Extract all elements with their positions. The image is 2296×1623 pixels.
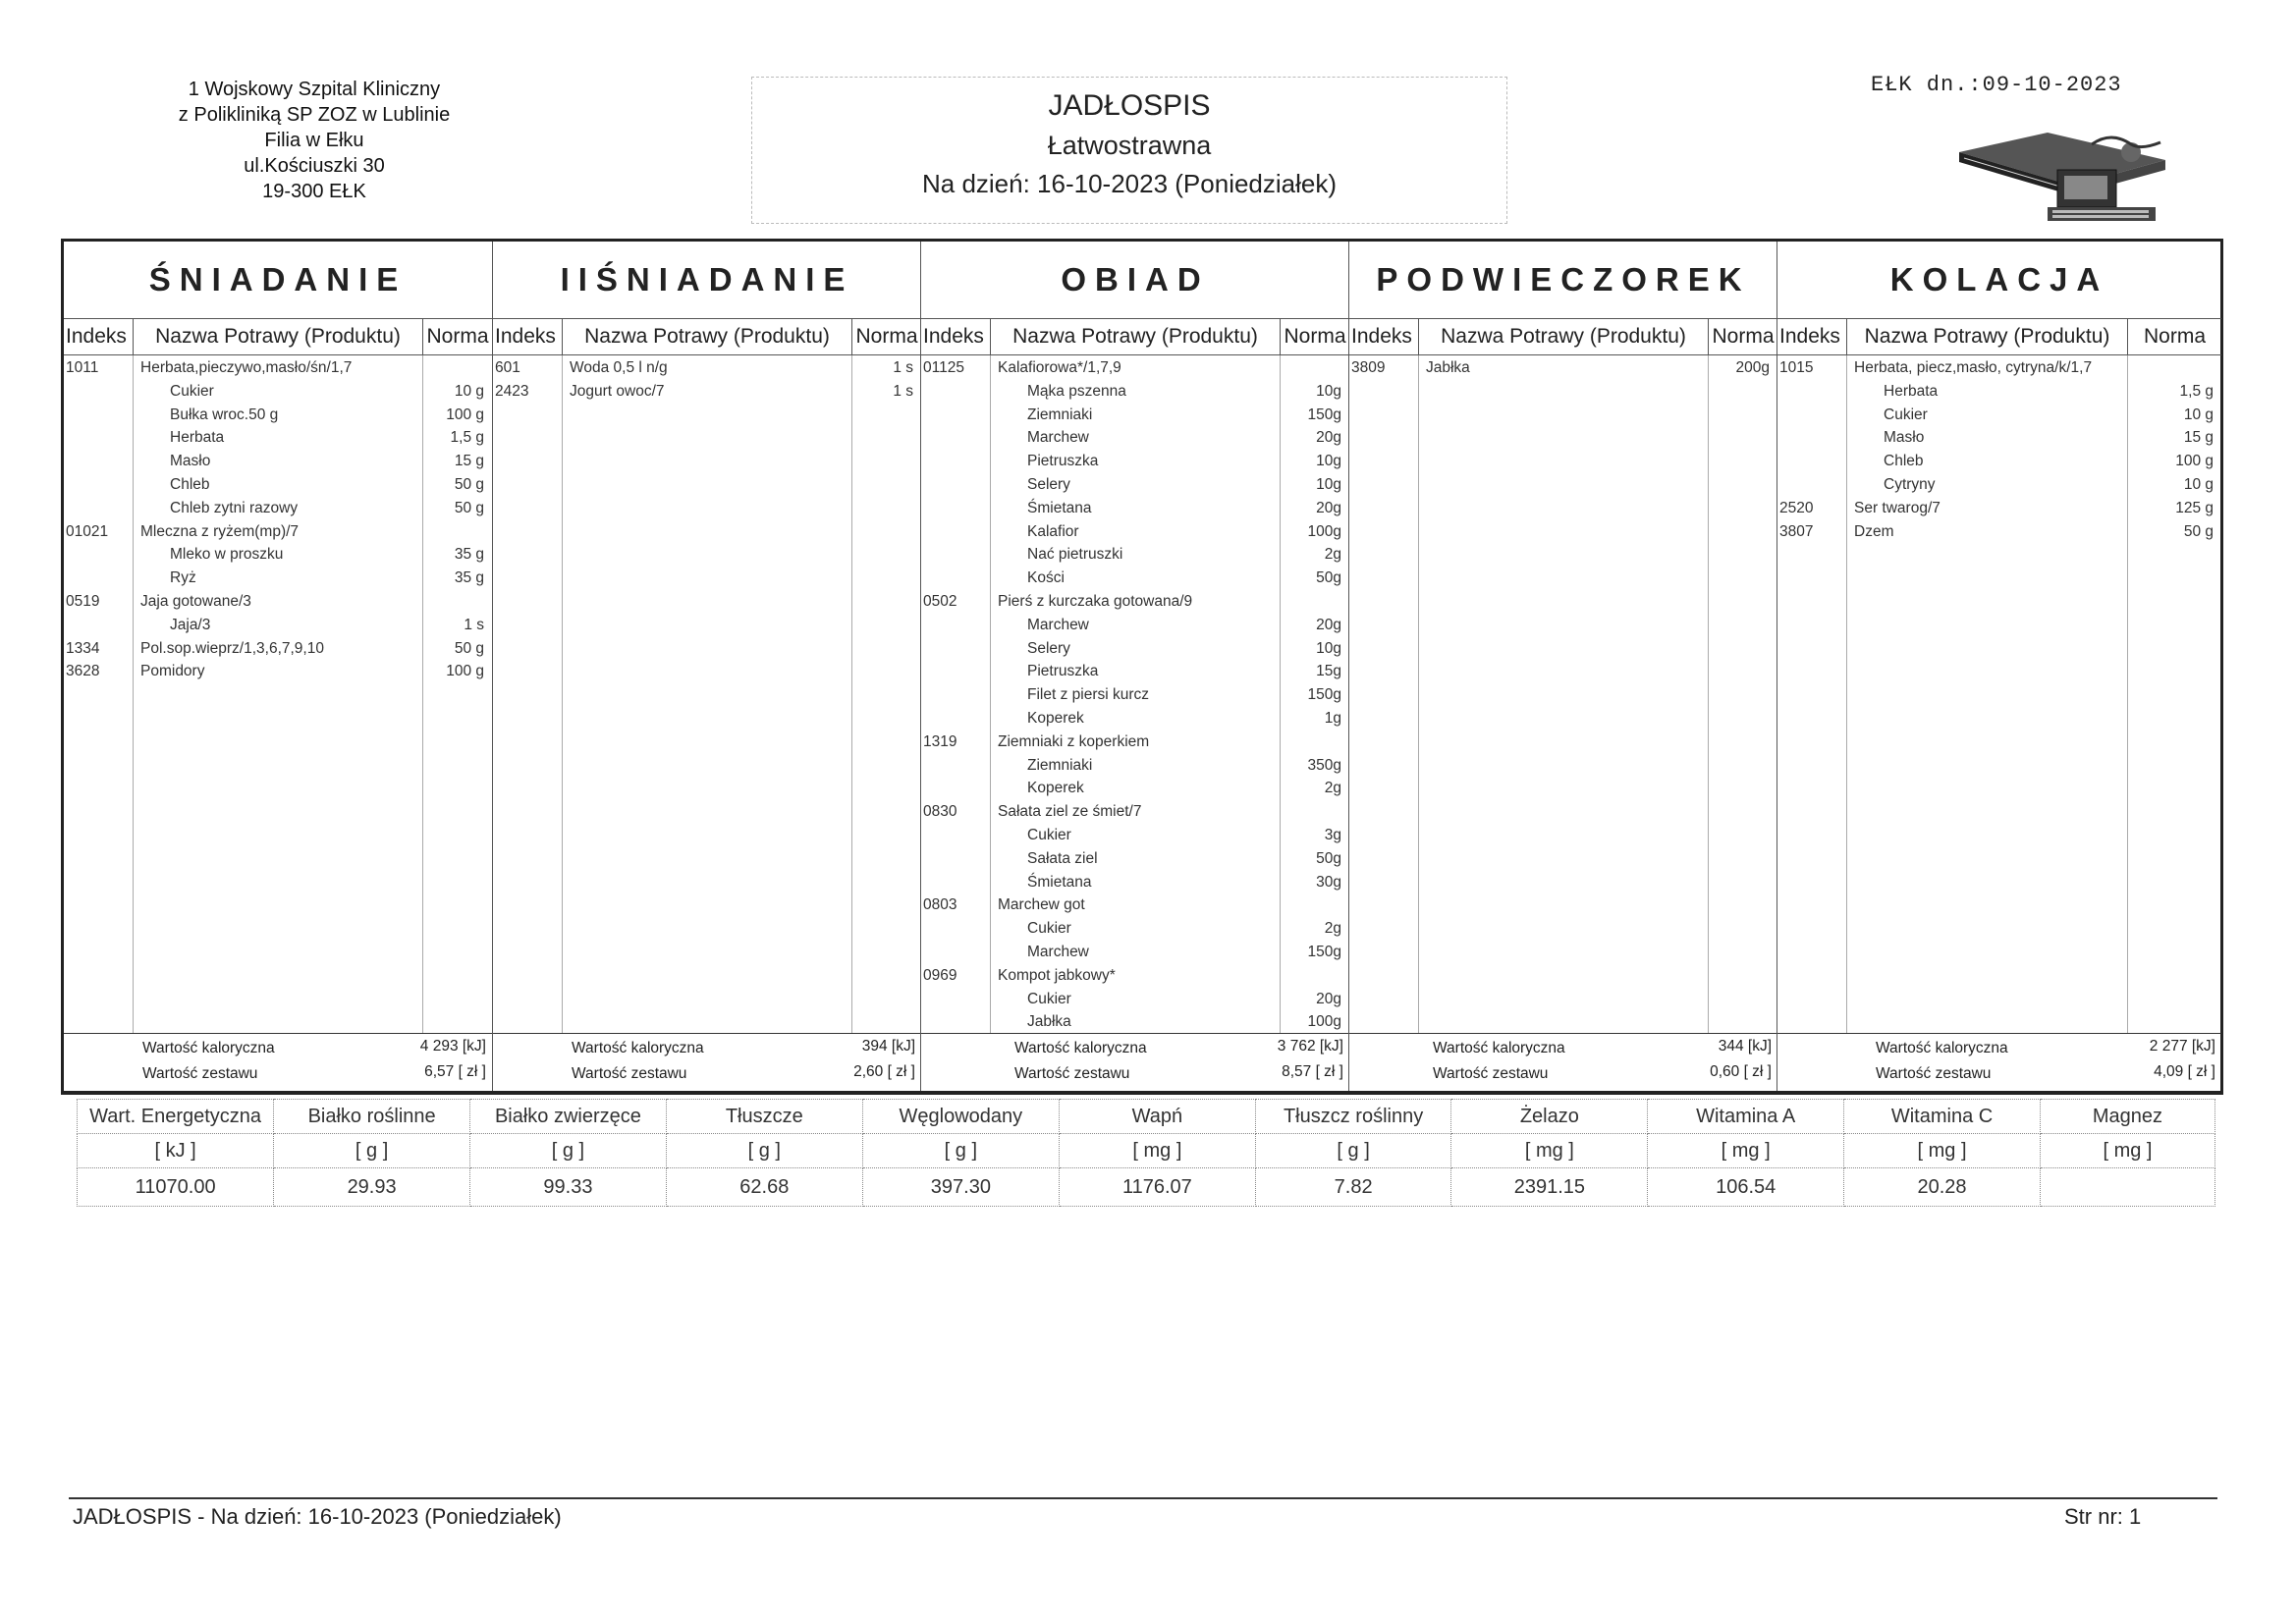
nutrient-value: 397.30 [862, 1168, 1059, 1207]
meal-item-row [1777, 453, 2221, 476]
meal-item-row [921, 686, 1349, 710]
column-headers [1349, 318, 1777, 355]
column-divider [562, 355, 563, 1034]
item-norm: 35 g [454, 569, 484, 587]
meal-item-row [921, 546, 1349, 569]
column-header-name: Nazwa Potrawy (Produktu) [991, 319, 1281, 354]
meal-title: KOLACJA [1889, 261, 2109, 298]
item-name: Ziemniaki z koperkiem [998, 732, 1150, 750]
hospital-line: 19-300 EŁK [262, 181, 366, 202]
item-name: Kalafior [1027, 522, 1079, 540]
nutrient-label: Witamina C [1844, 1100, 2041, 1134]
nutrient-unit: [ mg ] [1451, 1134, 1648, 1168]
meal-item-row [921, 967, 1349, 991]
item-name: Cukier [1027, 990, 1071, 1007]
item-norm: 1 s [464, 616, 484, 633]
item-name: Herbata [1884, 382, 1939, 400]
item-index: 01125 [923, 359, 964, 376]
item-name: Ziemniaki [1027, 756, 1093, 774]
item-index: 601 [495, 359, 520, 376]
meal-item-row [921, 476, 1349, 500]
column-header-index: Indeks [64, 319, 134, 354]
meal-item-row [64, 359, 492, 383]
nutrition-labels-row [78, 1100, 2215, 1134]
nutrient-label: Żelazo [1451, 1100, 1648, 1134]
nutrient-label: Białko roślinne [274, 1100, 470, 1134]
diet-name: Łatwostrawna [1047, 131, 1212, 160]
meal-item-row [921, 780, 1349, 803]
item-name: Mąka pszenna [1027, 382, 1126, 400]
set-cost-label: Wartość zestawu [142, 1065, 258, 1082]
meal-item-row [64, 406, 492, 430]
meal-item-row [921, 827, 1349, 850]
item-norm: 100g [1307, 1013, 1341, 1031]
nutrient-label: Tłuszcze [666, 1100, 862, 1134]
hospital-line: Filia w Ełku [264, 130, 364, 151]
meal-items [493, 355, 921, 1034]
calorific-value: 3 762 [kJ] [1277, 1038, 1343, 1055]
item-name: Ser twarog/7 [1854, 499, 1941, 516]
meal-item-row [64, 453, 492, 476]
item-index: 01021 [66, 522, 109, 540]
meal-item-row [921, 359, 1349, 383]
item-index: 3809 [1351, 359, 1386, 376]
nutrient-label: Witamina A [1648, 1100, 1844, 1134]
set-cost-value: 0,60 [ zł ] [1710, 1063, 1772, 1080]
meal-item-row [493, 383, 921, 406]
calorific-value: 4 293 [kJ] [419, 1038, 486, 1055]
nutrient-value: 2391.15 [1451, 1168, 1648, 1207]
column-header-index: Indeks [493, 319, 563, 354]
print-date: EŁK dn.:09-10-2023 [1871, 73, 2122, 97]
item-name: Bułka wroc.50 g [170, 406, 279, 423]
nutrient-unit: [ mg ] [1648, 1134, 1844, 1168]
item-norm: 100 g [446, 663, 484, 680]
column-header-norm: Norma [426, 325, 489, 348]
meal-item-row [921, 640, 1349, 664]
column-header-norm: Norma [1712, 325, 1775, 348]
item-norm: 1,5 g [2179, 382, 2214, 400]
item-index: 3807 [1779, 522, 1814, 540]
meal-item-row [64, 500, 492, 523]
item-norm: 3g [1324, 826, 1341, 843]
nutrition-table [77, 1099, 2215, 1207]
meal-item-row [64, 617, 492, 640]
item-norm: 100 g [2175, 453, 2214, 470]
meal-item-row [1349, 359, 1777, 383]
nutrient-value: 62.68 [666, 1168, 862, 1207]
meal-item-row [921, 523, 1349, 547]
column-headers [493, 318, 921, 355]
meal-item-row [64, 569, 492, 593]
item-name: Mleko w proszku [170, 546, 284, 564]
item-norm: 20g [1316, 616, 1341, 633]
meal-title: IIŚNIADANIE [560, 261, 854, 298]
column-divider [1418, 355, 1419, 1034]
meal-item-row [1777, 406, 2221, 430]
meal-item-list [1349, 359, 1777, 383]
nutrient-value: 29.93 [274, 1168, 470, 1207]
meal-summary [1349, 1033, 1777, 1091]
title-box [751, 77, 1507, 224]
item-name: Pierś z kurczaka gotowana/9 [998, 592, 1193, 610]
item-name: Selery [1027, 639, 1070, 657]
meal-item-row [1777, 500, 2221, 523]
page-number: Str nr: 1 [2064, 1504, 2142, 1529]
item-norm: 10 g [454, 382, 484, 400]
item-norm: 35 g [454, 546, 484, 564]
meal-item-list [64, 359, 492, 686]
calorific-value-label: Wartość kaloryczna [1876, 1040, 2008, 1056]
meal-item-list [921, 359, 1349, 1037]
meal-items [64, 355, 492, 1034]
item-norm: 100g [1307, 522, 1341, 540]
item-name: Jogurt owoc/7 [570, 382, 665, 400]
column-header-name: Nazwa Potrawy (Produktu) [1847, 319, 2128, 354]
meal-column-supper [1777, 242, 2221, 1091]
nutrient-label: Wart. Energetyczna [78, 1100, 274, 1134]
column-header-index: Indeks [1349, 319, 1419, 354]
nutrient-label: Wapń [1060, 1100, 1256, 1134]
item-norm: 10g [1316, 639, 1341, 657]
nutrient-value: 7.82 [1255, 1168, 1451, 1207]
set-cost-value: 6,57 [ zł ] [424, 1063, 486, 1080]
nutrient-value: 11070.00 [78, 1168, 274, 1207]
item-name: Ziemniaki [1027, 406, 1093, 423]
meal-item-row [921, 663, 1349, 686]
item-name: Pietruszka [1027, 663, 1099, 680]
item-norm: 2g [1324, 546, 1341, 564]
nutrient-unit: [ g ] [274, 1134, 470, 1168]
meal-item-row [921, 383, 1349, 406]
hospital-line: z Polikliniką SP ZOZ w Lublinie [178, 104, 451, 126]
item-norm: 20g [1316, 499, 1341, 516]
set-cost-label: Wartość zestawu [1876, 1065, 1992, 1082]
item-index: 1319 [923, 732, 957, 750]
set-cost-label: Wartość zestawu [1433, 1065, 1549, 1082]
item-norm: 150g [1307, 686, 1341, 704]
meal-items [1777, 355, 2221, 1034]
nutrient-value: 106.54 [1648, 1168, 1844, 1207]
column-headers [1777, 318, 2221, 355]
meal-item-row [64, 663, 492, 686]
calorific-value: 394 [kJ] [861, 1038, 915, 1055]
footer-text: JADŁOSPIS - Na dzień: 16-10-2023 (Poniedziałek) [73, 1504, 562, 1529]
item-name: Herbata,pieczywo,masło/śn/1,7 [140, 359, 353, 376]
item-norm: 10 g [2183, 406, 2214, 423]
column-header-norm: Norma [1284, 325, 1346, 348]
meal-item-row [493, 359, 921, 383]
meal-item-row [921, 757, 1349, 781]
meal-summary [1777, 1033, 2221, 1091]
set-cost-value: 2,60 [ zł ] [853, 1063, 915, 1080]
item-index: 0830 [923, 803, 957, 821]
item-name: Nać pietruszki [1027, 546, 1123, 564]
meal-summary [64, 1033, 492, 1091]
item-norm: 50 g [454, 499, 484, 516]
meal-item-row [64, 546, 492, 569]
meal-item-row [921, 617, 1349, 640]
item-name: Jabłka [1426, 359, 1470, 376]
item-norm: 30g [1316, 873, 1341, 891]
item-name: Chleb zytni razowy [170, 499, 299, 516]
nutrient-unit: [ mg ] [2040, 1134, 2214, 1168]
item-norm: 100 g [446, 406, 484, 423]
meal-item-row [921, 710, 1349, 733]
meal-item-row [64, 383, 492, 406]
item-norm: 15 g [454, 453, 484, 470]
item-name: Cytryny [1884, 475, 1936, 493]
item-index: 1334 [66, 639, 100, 657]
meal-item-row [921, 850, 1349, 874]
item-index: 2423 [495, 382, 529, 400]
set-cost-label: Wartość zestawu [1014, 1065, 1130, 1082]
meal-summary [921, 1033, 1349, 1091]
meal-item-row [921, 453, 1349, 476]
nutrient-label: Białko zwierzęce [469, 1100, 666, 1134]
meal-item-row [921, 896, 1349, 920]
meal-item-row [921, 920, 1349, 944]
calorific-value-label: Wartość kaloryczna [572, 1040, 704, 1056]
item-norm: 15g [1316, 663, 1341, 680]
meal-item-row [921, 500, 1349, 523]
column-header-norm: Norma [2143, 325, 2206, 348]
column-header-name: Nazwa Potrawy (Produktu) [134, 319, 423, 354]
computer-book-logo [1954, 123, 2175, 226]
meal-item-row [64, 640, 492, 664]
item-name: Dzem [1854, 522, 1894, 540]
item-name: Kalafiorowa*/1,7,9 [998, 359, 1121, 376]
item-norm: 50 g [454, 475, 484, 493]
calorific-value-label: Wartość kaloryczna [1014, 1040, 1147, 1056]
item-norm: 150g [1307, 943, 1341, 960]
meal-item-row [921, 406, 1349, 430]
meal-items [1349, 355, 1777, 1034]
item-name: Ryż [170, 569, 196, 587]
item-norm: 2g [1324, 920, 1341, 938]
nutrition-values-row [78, 1168, 2215, 1207]
item-norm: 20g [1316, 429, 1341, 447]
item-name: Masło [1884, 429, 1925, 447]
column-header-name: Nazwa Potrawy (Produktu) [1419, 319, 1709, 354]
meal-item-row [921, 593, 1349, 617]
item-name: Pomidory [140, 663, 205, 680]
column-header-index: Indeks [921, 319, 991, 354]
item-name: Marchew [1027, 943, 1089, 960]
item-name: Pol.sop.wieprz/1,3,6,7,9,10 [140, 639, 324, 657]
item-name: Kości [1027, 569, 1065, 587]
item-index: 0519 [66, 592, 100, 610]
item-name: Śmietana [1027, 873, 1092, 891]
item-name: Marchew [1027, 429, 1089, 447]
meal-title: ŚNIADANIE [148, 261, 408, 298]
item-norm: 2g [1324, 780, 1341, 797]
nutrient-unit: [ mg ] [1060, 1134, 1256, 1168]
meal-item-row [1777, 476, 2221, 500]
item-index: 0502 [923, 592, 957, 610]
item-name: Cukier [170, 382, 214, 400]
item-norm: 10g [1316, 475, 1341, 493]
set-cost-value: 4,09 [ zł ] [2154, 1063, 2215, 1080]
item-name: Sałata ziel ze śmiet/7 [998, 803, 1142, 821]
nutrition-units-row [78, 1134, 2215, 1168]
item-name: Woda 0,5 l n/g [570, 359, 668, 376]
meal-item-row [1777, 359, 2221, 383]
item-norm: 1,5 g [450, 429, 484, 447]
hospital-line: ul.Kościuszki 30 [244, 155, 385, 177]
menu-date: Na dzień: 16-10-2023 (Poniedziałek) [921, 169, 1338, 198]
item-name: Marchew [1027, 616, 1089, 633]
nutrient-unit: [ g ] [862, 1134, 1059, 1168]
column-divider [851, 355, 852, 1034]
item-norm: 1 s [893, 359, 913, 376]
item-norm: 350g [1307, 756, 1341, 774]
meal-item-row [921, 874, 1349, 897]
nutrient-value: 20.28 [1844, 1168, 2041, 1207]
menu-table [61, 239, 2223, 1095]
nutrient-value [2040, 1168, 2214, 1207]
meal-item-row [64, 523, 492, 547]
item-norm: 20g [1316, 990, 1341, 1007]
item-name: Chleb [170, 475, 210, 493]
item-index: 0803 [923, 896, 957, 914]
item-norm: 10 g [2183, 475, 2214, 493]
item-norm: 10g [1316, 453, 1341, 470]
item-index: 0969 [923, 966, 957, 984]
hospital-line: 1 Wojskowy Szpital Kliniczny [188, 79, 441, 100]
nutrient-unit: [ g ] [469, 1134, 666, 1168]
item-name: Masło [170, 453, 211, 470]
item-norm: 1 s [893, 382, 913, 400]
item-name: Koperek [1027, 709, 1084, 727]
calorific-value: 344 [kJ] [1718, 1038, 1772, 1055]
item-index: 1015 [1779, 359, 1814, 376]
item-name: Mleczna z ryżem(mp)/7 [140, 522, 300, 540]
item-norm: 50g [1316, 849, 1341, 867]
meal-item-row [64, 429, 492, 453]
item-norm: 50 g [454, 639, 484, 657]
meal-title: PODWIECZOREK [1376, 261, 1751, 298]
meal-item-list [1777, 359, 2221, 546]
meal-item-row [921, 733, 1349, 757]
nutrient-label: Węglowodany [862, 1100, 1059, 1134]
nutrient-label: Magnez [2040, 1100, 2214, 1134]
footer-divider [69, 1497, 2217, 1499]
item-name: Chleb [1884, 453, 1924, 470]
meal-item-row [921, 991, 1349, 1014]
item-name: Cukier [1884, 406, 1928, 423]
column-divider [1708, 355, 1709, 1034]
meal-items [921, 355, 1349, 1034]
item-norm: 50 g [2183, 522, 2214, 540]
item-name: Cukier [1027, 920, 1071, 938]
nutrient-unit: [ mg ] [1844, 1134, 2041, 1168]
item-norm: 15 g [2183, 429, 2214, 447]
calorific-value-label: Wartość kaloryczna [1433, 1040, 1565, 1056]
item-norm: 150g [1307, 406, 1341, 423]
meal-item-row [921, 944, 1349, 967]
meal-column-breakfast [64, 242, 492, 1091]
column-header-index: Indeks [1777, 319, 1847, 354]
item-name: Śmietana [1027, 499, 1092, 516]
item-name: Kompot jabkowy* [998, 966, 1116, 984]
item-index: 2520 [1779, 499, 1814, 516]
meal-column-lunch [920, 242, 1349, 1091]
column-headers [64, 318, 492, 355]
nutrient-unit: [ kJ ] [78, 1134, 274, 1168]
calorific-value: 2 277 [kJ] [2149, 1038, 2215, 1055]
item-norm: 10g [1316, 382, 1341, 400]
meal-item-row [1777, 429, 2221, 453]
meal-column-second-breakfast [492, 242, 921, 1091]
meal-item-row [64, 476, 492, 500]
item-norm: 200g [1735, 359, 1770, 376]
nutrient-value: 99.33 [469, 1168, 666, 1207]
nutrient-label: Tłuszcz roślinny [1255, 1100, 1451, 1134]
set-cost-value: 8,57 [ zł ] [1282, 1063, 1343, 1080]
item-name: Filet z piersi kurcz [1027, 686, 1150, 704]
item-name: Sałata ziel [1027, 849, 1098, 867]
item-name: Herbata, piecz,masło, cytryna/k/1,7 [1854, 359, 2093, 376]
meal-item-row [921, 803, 1349, 827]
column-headers [921, 318, 1349, 355]
meal-item-row [1777, 383, 2221, 406]
meal-column-afternoon-snack [1348, 242, 1777, 1091]
item-norm: 50g [1316, 569, 1341, 587]
item-name: Cukier [1027, 826, 1071, 843]
nutrient-unit: [ g ] [1255, 1134, 1451, 1168]
nutrient-value: 1176.07 [1060, 1168, 1256, 1207]
item-name: Selery [1027, 475, 1070, 493]
meal-item-row [921, 429, 1349, 453]
nutrient-unit: [ g ] [666, 1134, 862, 1168]
item-name: Pietruszka [1027, 453, 1099, 470]
item-name: Koperek [1027, 780, 1084, 797]
item-name: Jabłka [1027, 1013, 1071, 1031]
item-name: Jaja/3 [170, 616, 211, 633]
calorific-value-label: Wartość kaloryczna [142, 1040, 275, 1056]
item-index: 3628 [66, 663, 100, 680]
item-norm: 125 g [2175, 499, 2214, 516]
item-name: Herbata [170, 429, 225, 447]
meal-item-row [1777, 523, 2221, 547]
meal-item-row [64, 593, 492, 617]
document-title: JADŁOSPIS [1048, 89, 1211, 122]
column-header-norm: Norma [855, 325, 918, 348]
hospital-address [128, 77, 501, 204]
meal-summary [493, 1033, 921, 1091]
item-index: 1011 [66, 359, 99, 376]
set-cost-label: Wartość zestawu [572, 1065, 687, 1082]
meal-item-list [493, 359, 921, 406]
item-name: Jaja gotowane/3 [140, 592, 251, 610]
column-header-name: Nazwa Potrawy (Produktu) [563, 319, 852, 354]
meal-item-row [921, 569, 1349, 593]
meal-title: OBIAD [1061, 261, 1210, 298]
item-name: Marchew got [998, 896, 1085, 914]
item-norm: 1g [1324, 709, 1341, 727]
